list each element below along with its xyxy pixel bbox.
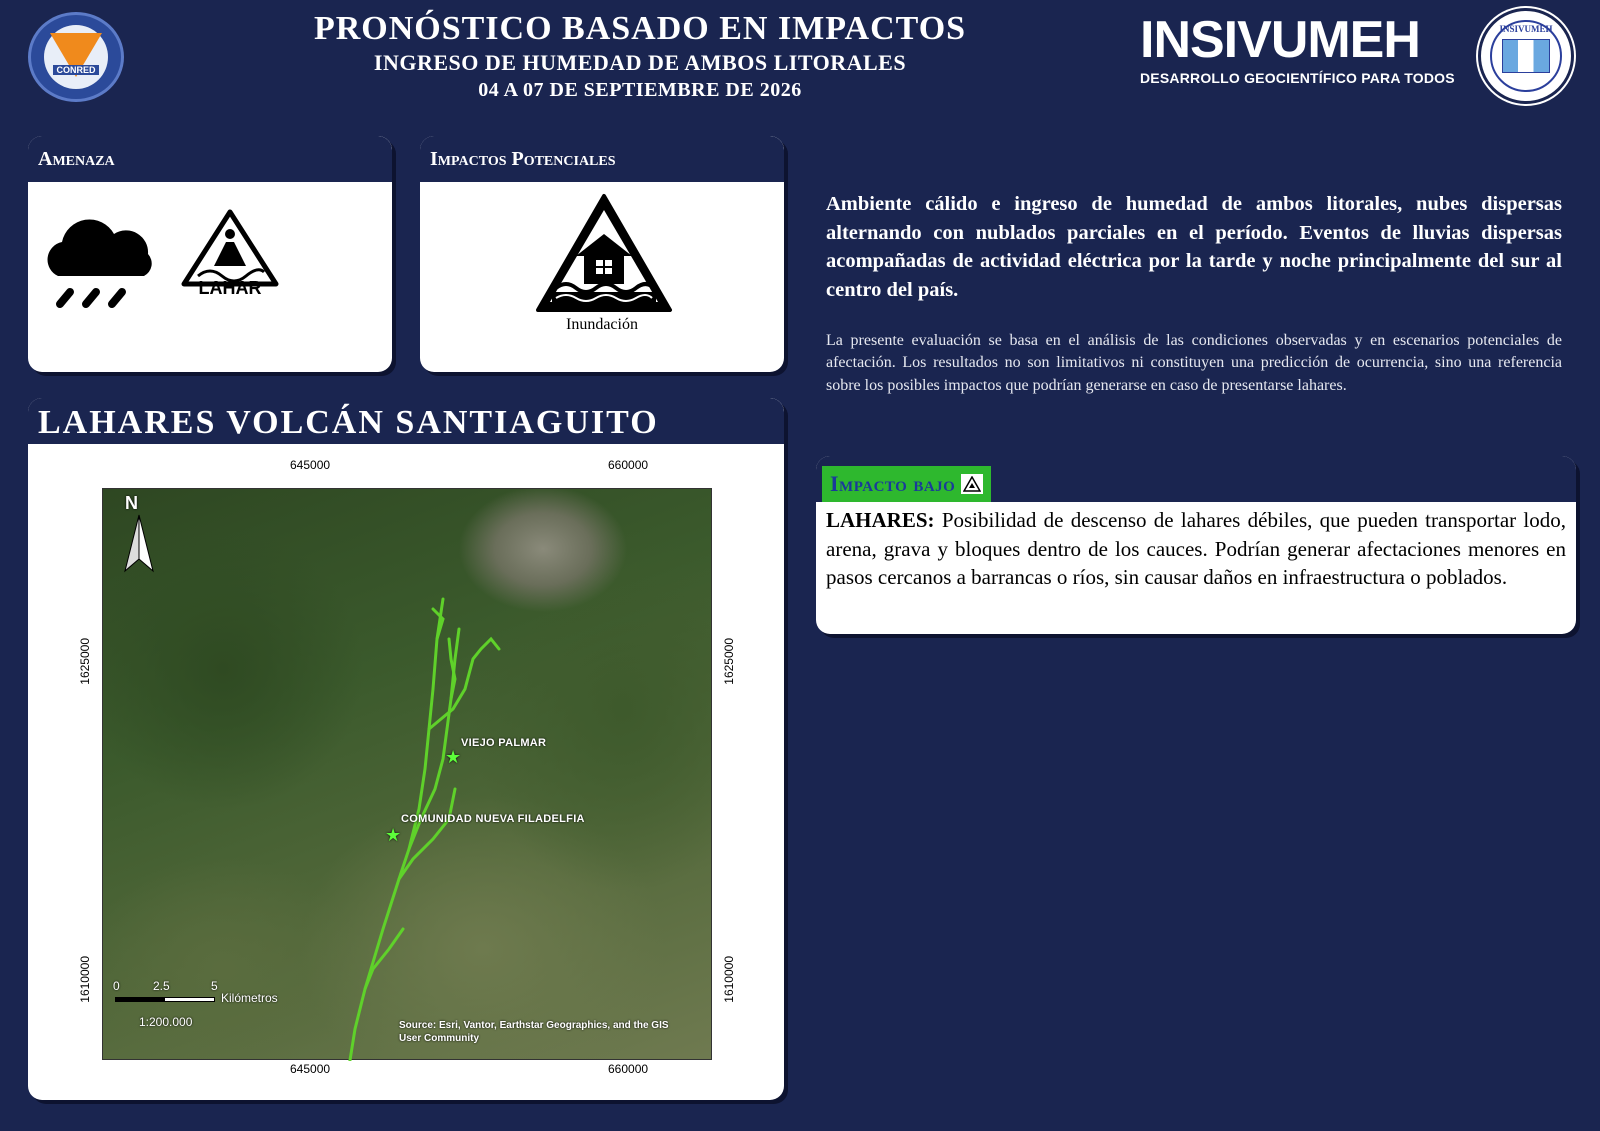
scale-unit: Kilómetros bbox=[221, 991, 278, 1005]
map-source-credit: Source: Esri, Vantor, Earthstar Geographics, and the GIS User Community bbox=[399, 1020, 669, 1044]
scale-bar bbox=[113, 979, 313, 1039]
amenaza-heading: Amenaza bbox=[28, 136, 392, 182]
y-tick-left-1625000: 1625000 bbox=[78, 638, 92, 685]
brand-slogan: DESARROLLO GEOCIENTÍFICO PARA TODOS bbox=[1140, 70, 1455, 86]
x-tick-bottom-660000: 660000 bbox=[608, 1062, 649, 1076]
north-label: N bbox=[125, 493, 138, 513]
lahar-label: LAHAR bbox=[198, 278, 262, 298]
scale-label-2-5: 2.5 bbox=[153, 979, 170, 993]
scale-label-0: 0 bbox=[113, 979, 120, 993]
place-label-nueva-filadelfia: COMUNIDAD NUEVA FILADELFIA bbox=[401, 813, 585, 825]
impactos-heading: Impactos Potenciales bbox=[420, 136, 784, 182]
satellite-map[interactable] bbox=[102, 488, 712, 1060]
page-subtitle: INGRESO DE HUMEDAD DE AMBOS LITORALES bbox=[373, 50, 907, 75]
lahar-mini-icon bbox=[961, 474, 983, 494]
insivumeh-seal bbox=[1478, 8, 1574, 104]
map-panel bbox=[28, 398, 784, 1100]
x-tick-top-660000: 660000 bbox=[608, 458, 649, 472]
impacto-term: LAHARES: bbox=[826, 508, 935, 532]
y-tick-right-1625000: 1625000 bbox=[722, 638, 736, 685]
conred-logo-text: CONRED bbox=[53, 65, 98, 75]
amenaza-panel bbox=[28, 136, 392, 372]
scale-ratio: 1:200.000 bbox=[139, 1015, 193, 1029]
x-tick-bottom-645000: 645000 bbox=[290, 1062, 331, 1076]
star-marker-nueva-filadelfia[interactable]: ★ bbox=[385, 825, 402, 846]
brand-name: INSIVUMEH bbox=[1140, 11, 1420, 69]
seal-map-icon bbox=[1502, 39, 1550, 73]
impacto-level-badge bbox=[822, 466, 991, 502]
impacto-panel bbox=[816, 456, 1576, 634]
impactos-panel bbox=[420, 136, 784, 372]
page-dates: 04 A 07 DE SEPTIEMBRE DE 2026 bbox=[478, 79, 802, 101]
rain-cloud-icon bbox=[38, 216, 156, 316]
place-label-viejo-palmar: VIEJO PALMAR bbox=[461, 737, 547, 749]
impacto-level-label: Impacto bajo bbox=[830, 471, 956, 496]
impacto-description bbox=[826, 506, 1566, 592]
star-marker-viejo-palmar[interactable]: ★ bbox=[445, 747, 462, 768]
conred-logo bbox=[28, 12, 124, 102]
insivumeh-brand bbox=[1140, 11, 1470, 86]
lahar-paths bbox=[103, 489, 713, 1061]
flood-label: Inundación bbox=[566, 316, 638, 333]
seal-text: INSIVUMEH bbox=[1499, 24, 1553, 34]
page-title: PRONÓSTICO BASADO EN IMPACTOS bbox=[313, 10, 967, 47]
impacto-text: Posibilidad de descenso de lahares débiles, que pueden transportar lodo, arena, grava y bloques dentro de los cauces. Podrían generar afectaciones menores en pasos cercanos a barrancas o ríos, sin causar daños en infraestructura o poblados. bbox=[826, 508, 1566, 590]
header-title-block bbox=[250, 12, 1030, 100]
x-tick-top-645000: 645000 bbox=[290, 458, 331, 472]
scale-bar-graphic bbox=[115, 997, 215, 1002]
scale-label-5: 5 bbox=[211, 979, 218, 993]
map-heading: LAHARES VOLCÁN SANTIAGUITO bbox=[28, 398, 784, 444]
forecast-disclaimer: La presente evaluación se basa en el análisis de las condiciones observadas y en escenarios potenciales de afectación. Los resultados no son limitativos ni constituyen una predicción de ocurrencia, sino una referencia sobre los posibles impactos que podrían generarse en caso de presentarse lahares. bbox=[826, 332, 1562, 394]
flood-house-warning-icon bbox=[534, 192, 674, 316]
forecast-summary: Ambiente cálido e ingreso de humedad de ambos litorales, nubes dispersas alternando con nublados parciales en el período. Eventos de lluvias dispersas acompañadas de actividad eléctrica por la tarde y noche principalmente del sur al centro del país. bbox=[826, 193, 1562, 302]
y-tick-right-1610000: 1610000 bbox=[722, 956, 736, 1003]
y-tick-left-1610000: 1610000 bbox=[78, 956, 92, 1003]
